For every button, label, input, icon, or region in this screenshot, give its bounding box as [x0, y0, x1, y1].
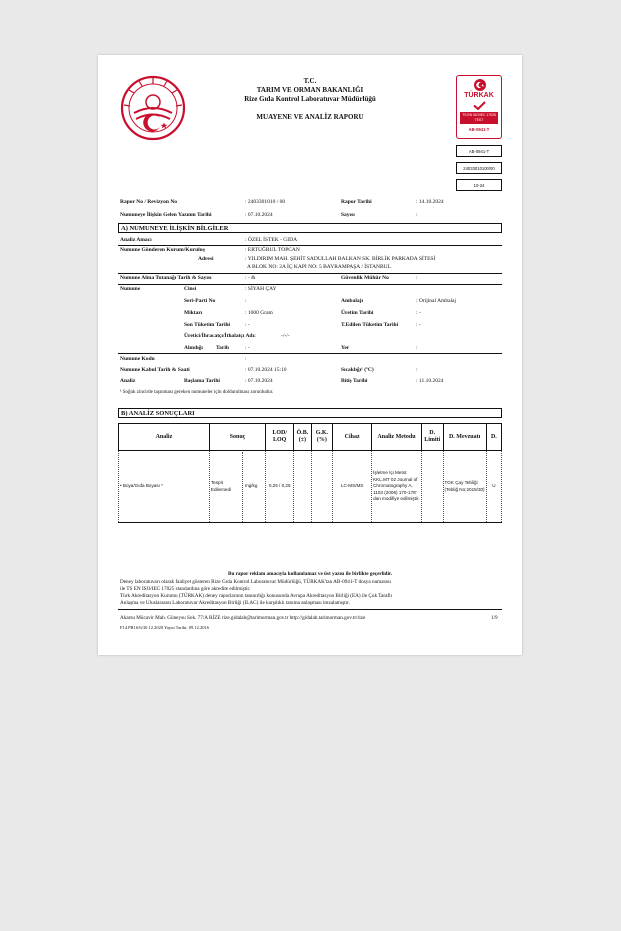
row-unit: mg/kg [242, 452, 265, 522]
recognition-line2: Anlaşma ve Uluslararası Laboratuvar Akreditasyon Birliği (ILAC) ile karşılıklı tanıma anlaşması imzalamıştır. [120, 600, 350, 606]
temperature-label: Sıcaklığı¹ (ºC) [341, 367, 374, 373]
place-value: : [416, 345, 418, 351]
report-date-label: Rapor Tarihi [341, 199, 372, 205]
taken-date-label: Tarih [216, 345, 229, 351]
row-limit [421, 451, 443, 523]
address-line2: A BLOK NO: 2A İÇ KAPI NO: 5 BAYRAMPAŞA / İSTANBUL [247, 264, 392, 270]
header-ministry: TARIM VE ORMAN BAKANLIĞI [256, 86, 364, 94]
cold-chain-footnote: ¹ Soğuk zincirde taşınması gereken numuneler için doldurulması zorunludur. [120, 390, 274, 395]
sender-label: Numune Gönderen Kurum/Kuruluş [120, 247, 205, 253]
ref-box-1: AB-0941-T [456, 145, 502, 157]
sample-code-value: : [245, 356, 247, 362]
expiry-value: : - [245, 322, 250, 328]
purpose-label: Analiz Amacı [120, 237, 152, 243]
end-date-label: Bitiş Tarihi [341, 378, 368, 384]
col-lod-loq: LOD/ LOQ [266, 424, 294, 451]
row-ob [294, 451, 311, 523]
lab-address: Akarsu Mücavir Mah. Güneysu Sok. 77/A RİZE rize.gidalab@tarimorman.gov.tr http://gidalab.tarimorman.gov.tr/rize [120, 615, 366, 621]
col-d: D. [486, 424, 501, 451]
accept-value: : 07.10.2024 15:10 [245, 367, 287, 373]
row-regulation: TGK Çay Tebliği (Tebliğ No:2015/30) [443, 451, 486, 523]
row-result: Tespit Edilemedi [210, 480, 232, 492]
batch-value: : [245, 298, 247, 304]
recommended-expiry-value: : - [416, 322, 421, 328]
col-gk: G.K. (%) [311, 424, 333, 451]
kind-label: Cinsi [184, 286, 197, 292]
section-a-title: A) NUMUNEYE İLİŞKİN BİLGİLER [118, 223, 502, 233]
address-line1: : YILDIRIM MAH. ŞEHİT SADULLAH BALKAN SK. BİRLİK PARKADA SİTESİ [245, 256, 436, 262]
report-page [98, 55, 522, 655]
col-ob: Ö.B. (±) [294, 424, 311, 451]
qty-value: : 1000 Gram [245, 310, 273, 316]
recognition-line1: Türk Akreditasyon Kurumu (TÜRKAK) deney raporlarının tanınırlığı konusunda Avrupa Akreditasyon Birliği (EA) ile Çok Taraflı [120, 593, 393, 599]
report-no-label: Rapor No / Revizyon No [120, 199, 178, 205]
ref-box-2: 24033010100/00 [456, 162, 502, 174]
start-date-value: : 07.10.2024 [245, 378, 273, 384]
turkak-badge [456, 75, 502, 139]
accreditation-line1: Deney laboratuvarı olarak faaliyet gösteren Rize Gıda Kontrol Laboratuvar Müdürlüğü, TÜRKAK'tan AB-0941-T dosya numarası [120, 579, 391, 585]
results-header-row [119, 424, 502, 451]
producer-value: -/-/- [281, 333, 290, 339]
qty-label: Miktarı [184, 310, 203, 316]
taken-date-value: : - [245, 345, 250, 351]
col-device: Cihaz [333, 424, 372, 451]
turkak-code: AB-0941-T [468, 127, 490, 132]
turkak-sub: TEST [474, 118, 484, 122]
page-number: 1/9 [491, 615, 498, 621]
batch-label: Seri-Parti No [184, 298, 216, 304]
kind-value: : SİYAH ÇAY [245, 286, 277, 292]
turkak-brand: TÜRKAK [464, 92, 494, 99]
col-result: Sonuç [209, 424, 265, 451]
production-date-value: : - [416, 310, 421, 316]
col-method: Analiz Metodu [372, 424, 422, 451]
package-value: : Orijinal Ambalaj [416, 298, 457, 304]
row-gk [311, 451, 333, 523]
report-title: MUAYENE VE ANALİZ RAPORU [256, 113, 364, 121]
row-d: U [486, 451, 501, 523]
row-lod-loq: 0,25 / 0,25 [266, 451, 294, 523]
results-table [118, 423, 502, 523]
sample-label: Numune [120, 286, 141, 292]
letter-date-value: : 07.10.2024 [245, 212, 273, 218]
row-method: İşletme İçi Metot KKL.MT 02 Journal of Chromatography A, 1103 (2006) 170-178' dan modifiye edilmiştir. [372, 451, 422, 523]
accreditation-line2: ile TS EN ISO/IEC 17025 standardına göre akredite edilmiştir. [120, 586, 251, 592]
expiry-label: Son Tüketim Tarihi [184, 322, 231, 328]
package-label: Ambalajı [341, 298, 363, 304]
col-regulation: D. Mevzuatı [443, 424, 486, 451]
letter-date-label: Numuneye İlişkin Gelen Yazının Tarihi [120, 212, 212, 218]
seal-label: Güvenlik Mühür No [341, 275, 389, 281]
ref-box-3: 10-24 [456, 179, 502, 191]
report-date-value: : 14.10.2024 [416, 199, 444, 205]
section-b-title: B) ANALİZ SONUÇLARI [118, 408, 502, 418]
producer-label: Üretici/İhracatçı/İthalatçı Adı: [184, 333, 256, 339]
sampling-value: : - & [245, 275, 256, 281]
header-tc: T.C. [303, 77, 317, 85]
count-value: : [416, 212, 418, 218]
form-code: F14.PR16/6/30.12.2020 Yayın Tarihi: 09.12.2016 [120, 625, 209, 630]
count-label: Sayısı [341, 212, 355, 218]
start-date-label: Başlama Tarihi [184, 378, 220, 384]
row-analysis: • Boya/Gıda Boyası * [119, 451, 210, 523]
report-no-value: : 2403301010 / 00 [245, 199, 286, 205]
sender-value: : ERTUĞRUL TOPCAN [245, 247, 300, 253]
recommended-expiry-label: T.Edilen Tüketim Tarihi [341, 322, 399, 328]
sampling-label: Numune Alma Tutanağı Tarih & Sayısı [120, 275, 212, 281]
usage-notice: Bu rapor reklam amacıyla kullanılamaz ve üst yazısı ile birlikte geçerlidir. [227, 571, 393, 577]
address-label: Adresi [198, 256, 214, 262]
crescent-star-icon [474, 79, 486, 91]
row-device: LC-MS/MS [333, 451, 372, 523]
header-lab: Rize Gıda Kontrol Laboratuvar Müdürlüğü [244, 95, 376, 103]
temperature-value: : [416, 367, 418, 373]
taken-label: Alındığı [184, 345, 203, 351]
col-analysis: Analiz [119, 424, 210, 451]
purpose-value: : ÖZEL İSTEK - GIDA [245, 237, 298, 243]
accept-label: Numune Kabul Tarih & Saati [120, 367, 190, 373]
analysis-label: Analiz [120, 378, 136, 384]
turkak-standard: TS EN ISO/IEC 17025 [462, 112, 496, 117]
place-label: Yer [341, 345, 350, 351]
seal-value: : [416, 275, 418, 281]
col-limit: D. Limiti [421, 424, 443, 451]
sample-code-label: Numune Kodu [120, 356, 155, 362]
production-date-label: Üretim Tarihi [341, 310, 374, 316]
end-date-value: : 11.10.2024 [416, 378, 444, 384]
table-row [119, 451, 502, 523]
checkmark-icon [473, 101, 486, 110]
